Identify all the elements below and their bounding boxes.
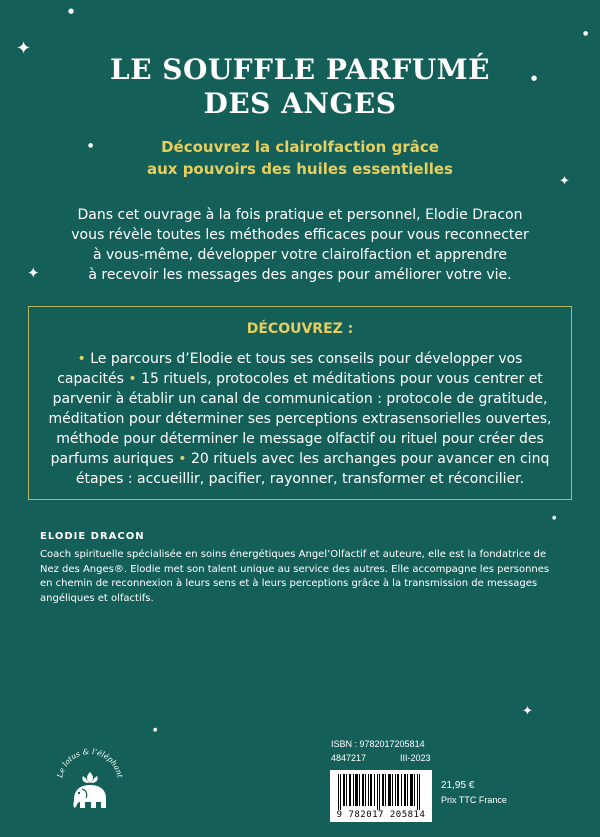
discover-list xyxy=(43,349,557,489)
book-title-line2: DES ANGES xyxy=(203,87,397,120)
price-note: Prix TTC France xyxy=(441,795,507,805)
publisher-name: Le lotus & l’éléphant xyxy=(55,746,125,779)
star-dot-icon: ● xyxy=(153,727,158,733)
star-dot-icon: ● xyxy=(531,74,538,82)
author-name: ELODIE DRACON xyxy=(40,531,145,542)
discover-item-1: Le parcours d’Elodie et tous ses conseils pour développer vos capacités xyxy=(57,351,523,387)
sparkle-star-icon: ✦ xyxy=(522,704,533,719)
barcode xyxy=(330,770,432,822)
intro-line2: vous révèle toutes les méthodes efficaces pour vous reconnecter xyxy=(71,227,529,243)
subtitle-line1: Découvrez la clairolfaction grâce xyxy=(161,138,439,156)
edition-code: III-2023 xyxy=(400,753,431,763)
star-dot-icon: ● xyxy=(88,142,94,149)
star-dot-icon: ● xyxy=(68,7,75,15)
bullet-icon: • xyxy=(178,451,187,467)
star-dot-icon: ● xyxy=(552,515,557,521)
star-dot-icon: ● xyxy=(583,30,589,37)
elephant-lotus-icon xyxy=(50,738,130,818)
subtitle-line2: aux pouvoirs des huiles essentielles xyxy=(147,160,453,178)
intro-line3: à vous-même, développer votre clairolfaction et apprendre xyxy=(92,247,508,263)
discover-item-2: 15 rituels, protocoles et méditations pour vous centrer et parvenir à établir un canal de communication : protocole de gratitude, méditation pour déterminer ses perceptions extrasensorielles ouvertes, méthode pour déterminer le message olfactif ou rituel pour créer des parfums auriques xyxy=(48,371,552,467)
barcode-bars xyxy=(330,772,432,812)
discover-heading: DÉCOUVREZ : xyxy=(246,321,354,337)
isbn-text: ISBN : 9782017205814 xyxy=(331,739,425,749)
author-bio: Coach spirituelle spécialisée en soins énergétiques Angel’Olfactif et auteure, elle est la fondatrice de Nez des Anges®. Elodie met son talent unique au service des autres. Elle accompagne les personnes en chemin de reconnexion à leurs sens et à leurs perceptions grâce à la transmission de messages angéliques et olfactifs. xyxy=(40,549,550,604)
sparkle-star-icon: ✦ xyxy=(559,174,570,189)
book-title-line1: LE SOUFFLE PARFUMÉ xyxy=(110,53,490,86)
bullet-icon: • xyxy=(77,351,86,367)
publisher-logo xyxy=(50,738,130,818)
barcode-digits: 9 782017 205814 xyxy=(336,810,426,820)
sparkle-star-icon: ✦ xyxy=(27,264,40,282)
intro-line4: à recevoir les messages des anges pour améliorer votre vie. xyxy=(88,267,512,283)
intro-line1: Dans cet ouvrage à la fois pratique et personnel, Elodie Dracon xyxy=(77,207,523,223)
product-code: 4847217 xyxy=(331,753,367,763)
discover-box xyxy=(28,306,572,500)
bullet-icon: • xyxy=(128,371,137,387)
price: 21,95 € xyxy=(441,780,475,791)
discover-item-3: 20 rituels avec les archanges pour avancer en cinq étapes : accueillir, pacifier, rayonner, transformer et réconcilier. xyxy=(75,451,550,487)
sparkle-star-icon: ✦ xyxy=(16,38,32,59)
